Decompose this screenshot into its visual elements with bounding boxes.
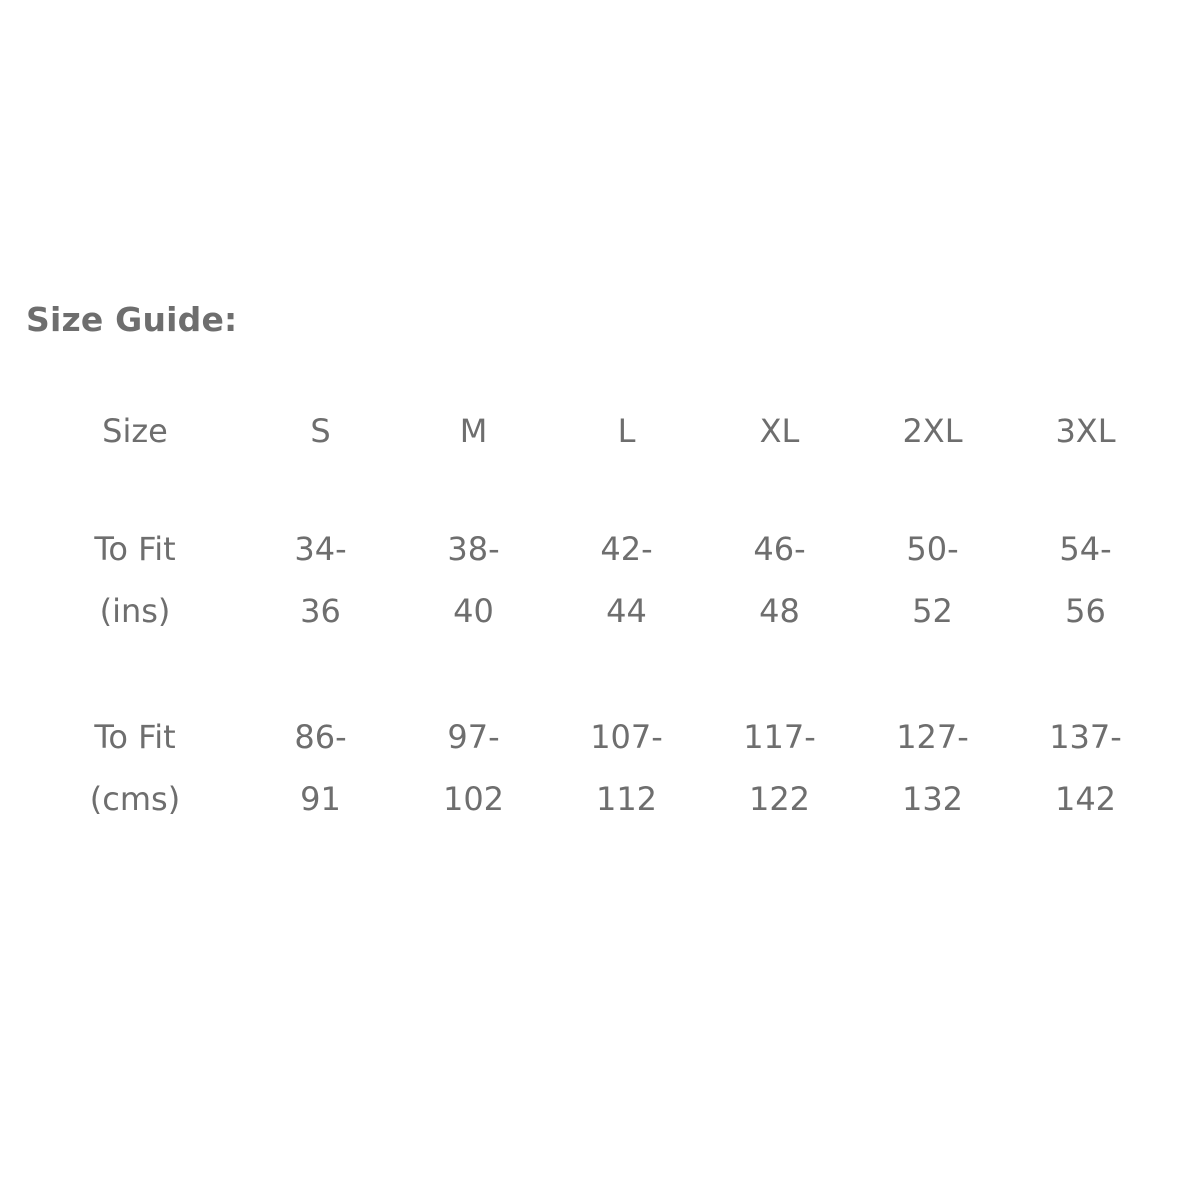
table-row xyxy=(26,706,1162,836)
cell-value-bottom: 52 xyxy=(912,592,953,630)
cell-ins-s xyxy=(244,518,397,648)
cell-value-bottom: 91 xyxy=(300,780,341,818)
cell-value-top: 38- xyxy=(447,530,500,568)
header-size-m: M xyxy=(459,412,488,450)
row-label-to-fit-ins xyxy=(26,518,244,648)
page-title: Size Guide: xyxy=(26,300,238,339)
cell-cms-2xl xyxy=(856,706,1009,836)
cell-value-top: 117- xyxy=(743,718,816,756)
cell-value-bottom: 44 xyxy=(606,592,647,630)
cell-value-top: 137- xyxy=(1049,718,1122,756)
spacer-cell xyxy=(550,648,703,706)
cell-value-top: 50- xyxy=(906,530,959,568)
table-row xyxy=(26,518,1162,648)
size-guide-table xyxy=(26,400,1162,836)
cell-value-top: 86- xyxy=(294,718,347,756)
cell-cms-l xyxy=(550,706,703,836)
cell-value-bottom: 36 xyxy=(300,592,341,630)
row-label-line2: (cms) xyxy=(89,780,181,818)
row-label-line1: To Fit xyxy=(94,718,176,756)
spacer-cell xyxy=(1009,648,1162,706)
table-header-row xyxy=(26,400,1162,518)
cell-cms-s xyxy=(244,706,397,836)
cell-value-top: 97- xyxy=(447,718,500,756)
spacer-cell xyxy=(856,648,1009,706)
cell-value-bottom: 142 xyxy=(1054,780,1117,818)
header-size-l: L xyxy=(617,412,636,450)
cell-ins-2xl xyxy=(856,518,1009,648)
cell-cms-3xl xyxy=(1009,706,1162,836)
header-size-xl: XL xyxy=(759,412,800,450)
cell-ins-3xl xyxy=(1009,518,1162,648)
cell-value-top: 42- xyxy=(600,530,653,568)
cell-value-bottom: 132 xyxy=(901,780,964,818)
cell-cms-xl xyxy=(703,706,856,836)
spacer-cell xyxy=(244,648,397,706)
cell-ins-xl xyxy=(703,518,856,648)
cell-value-bottom: 40 xyxy=(453,592,494,630)
header-row-label: Size xyxy=(102,412,168,450)
cell-value-bottom: 112 xyxy=(595,780,658,818)
header-size-2xl: 2XL xyxy=(902,412,963,450)
cell-ins-m xyxy=(397,518,550,648)
cell-value-bottom: 56 xyxy=(1065,592,1106,630)
cell-value-top: 46- xyxy=(753,530,806,568)
spacer-cell xyxy=(397,648,550,706)
cell-value-bottom: 48 xyxy=(759,592,800,630)
spacer-cell xyxy=(26,648,244,706)
cell-cms-m xyxy=(397,706,550,836)
cell-value-top: 107- xyxy=(590,718,663,756)
row-label-to-fit-cms xyxy=(26,706,244,836)
row-label-line2: (ins) xyxy=(99,592,171,630)
cell-value-bottom: 122 xyxy=(748,780,811,818)
spacer-cell xyxy=(703,648,856,706)
cell-value-top: 54- xyxy=(1059,530,1112,568)
cell-value-top: 34- xyxy=(294,530,347,568)
cell-ins-l xyxy=(550,518,703,648)
cell-value-top: 127- xyxy=(896,718,969,756)
header-size-s: S xyxy=(310,412,331,450)
header-size-3xl: 3XL xyxy=(1055,412,1116,450)
row-label-line1: To Fit xyxy=(94,530,176,568)
table-spacer-row xyxy=(26,648,1162,706)
cell-value-bottom: 102 xyxy=(442,780,505,818)
